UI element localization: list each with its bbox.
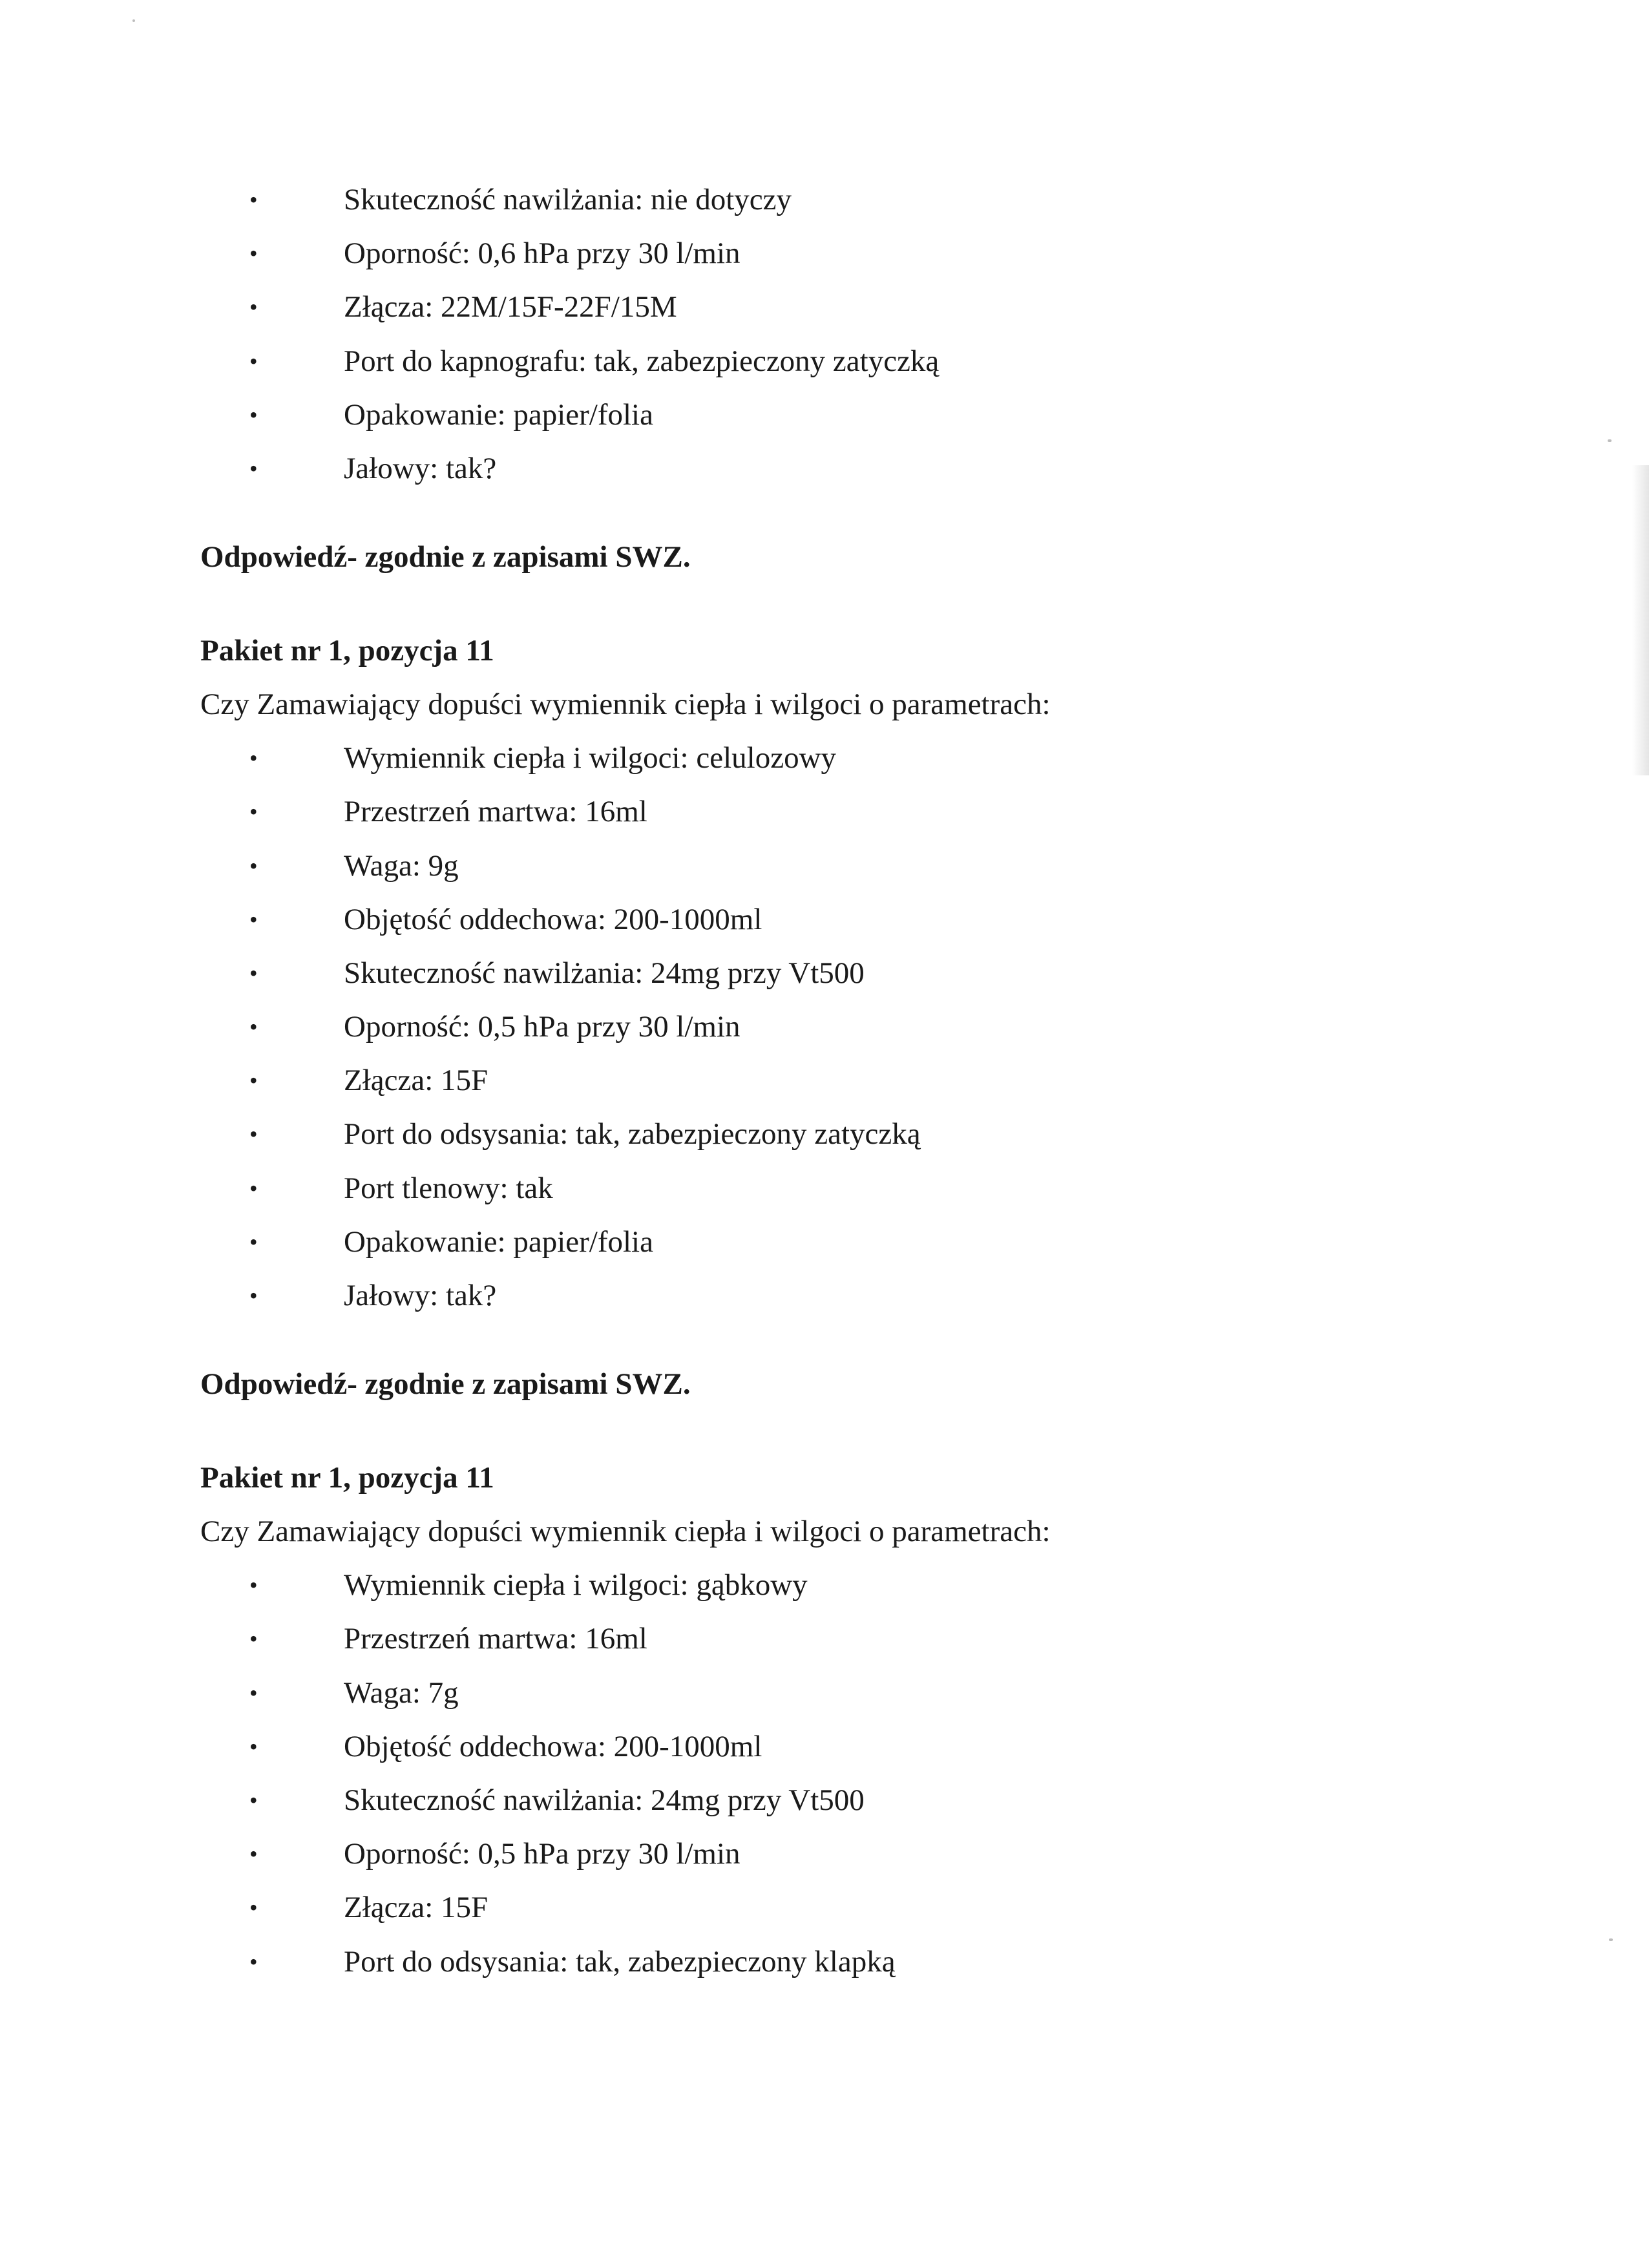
bullet: • [249, 1283, 258, 1308]
list-item: • Wymiennik ciepła i wilgoci: celulozowy [200, 731, 1486, 785]
bullet: • [249, 960, 258, 986]
bullet: • [249, 799, 258, 825]
list-item: • Skuteczność nawilżania: 24mg przy Vt500 [200, 947, 1486, 1000]
bullet: • [249, 1121, 258, 1148]
list-item: • Przestrzeń martwa: 16ml [200, 785, 1486, 839]
answer-text: Odpowiedź- zgodnie z zapisami SWZ. [200, 540, 691, 574]
list-item: • Port do kapnografu: tak, zabezpieczony zatyczką [200, 335, 1486, 388]
document-body [200, 173, 1486, 1989]
section-heading: Pakiet nr 1, pozycja 11 [200, 634, 494, 668]
bullet: • [249, 1733, 258, 1759]
list-item: • Wymiennik ciepła i wilgoci: gąbkowy [200, 1559, 1486, 1612]
list-item: • Przestrzeń martwa: 16ml [200, 1612, 1486, 1666]
list-item: • Port tlenowy: tak [200, 1162, 1486, 1215]
list-item: • Port do odsysania: tak, zabezpieczony zatyczką [200, 1108, 1486, 1161]
bullet: • [249, 1948, 258, 1975]
list-item: • Waga: 7g [200, 1666, 1486, 1720]
list-item: • Opakowanie: papier/folia [200, 388, 1486, 442]
list-item: • Złącza: 15F [200, 1881, 1486, 1935]
list-item: • Skuteczność nawilżania: nie dotyczy [200, 173, 1486, 227]
answer-text: Odpowiedź- zgodnie z zapisami SWZ. [200, 1367, 691, 1402]
bullet: • [249, 401, 258, 428]
scan-speck [132, 19, 135, 22]
section-heading: Pakiet nr 1, pozycja 11 [200, 1461, 494, 1495]
parameter-list [200, 731, 1486, 1323]
bullet: • [249, 1626, 258, 1652]
bullet: • [249, 1067, 258, 1094]
question-text: Czy Zamawiający dopuści wymiennik ciepła i wilgoci o parametrach: [200, 688, 1051, 722]
bullet: • [249, 745, 258, 772]
bullet: • [249, 852, 258, 879]
bullet: • [249, 1895, 258, 1921]
parameter-list [200, 1559, 1486, 1989]
bullet: • [249, 906, 258, 932]
parameter-list-continued [200, 173, 1486, 496]
list-item: • Objętość oddechowa: 200-1000ml [200, 1720, 1486, 1774]
bullet: • [249, 1679, 258, 1706]
scan-speck [1608, 439, 1612, 442]
bullet: • [249, 455, 258, 481]
list-item: • Objętość oddechowa: 200-1000ml [200, 893, 1486, 947]
list-item: • Oporność: 0,5 hPa przy 30 l/min [200, 1000, 1486, 1054]
bullet: • [249, 1787, 258, 1813]
list-item: • Jałowy: tak? [200, 1269, 1486, 1323]
scan-shadow [1632, 465, 1649, 775]
list-item: • Opakowanie: papier/folia [200, 1215, 1486, 1269]
question-text: Czy Zamawiający dopuści wymiennik ciepła i wilgoci o parametrach: [200, 1515, 1051, 1549]
list-item: • Oporność: 0,5 hPa przy 30 l/min [200, 1827, 1486, 1881]
list-item: • Złącza: 22M/15F-22F/15M [200, 280, 1486, 334]
list-item: • Waga: 9g [200, 839, 1486, 893]
bullet: • [249, 240, 258, 267]
bullet: • [249, 1228, 258, 1255]
scan-speck [1609, 1938, 1613, 1941]
bullet: • [249, 1175, 258, 1201]
bullet: • [249, 1014, 258, 1040]
bullet: • [249, 1572, 258, 1599]
bullet: • [249, 187, 258, 213]
list-item: • Skuteczność nawilżania: 24mg przy Vt500 [200, 1774, 1486, 1827]
list-item: • Oporność: 0,6 hPa przy 30 l/min [200, 227, 1486, 280]
bullet: • [249, 294, 258, 320]
list-item: • Jałowy: tak? [200, 442, 1486, 496]
list-item: • Port do odsysania: tak, zabezpieczony klapką [200, 1935, 1486, 1989]
bullet: • [249, 1841, 258, 1867]
list-item: • Złącza: 15F [200, 1054, 1486, 1108]
bullet: • [249, 348, 258, 374]
